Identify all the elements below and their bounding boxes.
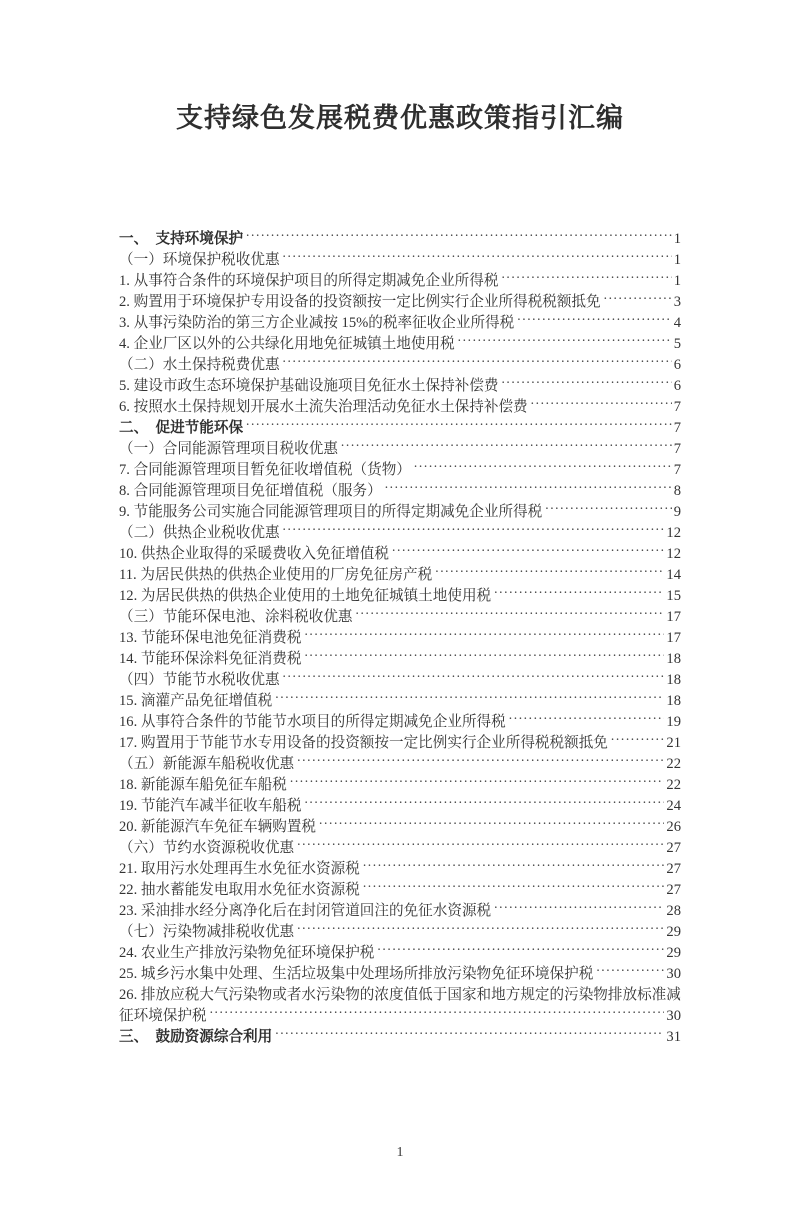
toc-entry-label: 15. 滴灌产品免征增值税: [119, 693, 273, 709]
toc-leader-dots: [494, 894, 664, 915]
toc-entry-label: 22. 抽水蓄能发电取用水免征水资源税: [119, 882, 360, 898]
toc-entry-label: 3. 从事污染防治的第三方企业减按 15%的税率征收企业所得税: [119, 315, 515, 331]
toc-leader-dots: [509, 705, 665, 726]
toc-page-number: 28: [666, 903, 681, 919]
toc-entry-label: 1. 从事符合条件的环境保护项目的所得定期减免企业所得税: [119, 273, 499, 289]
toc-entry-label: 8. 合同能源管理项目免征增值税（服务）: [119, 483, 382, 499]
toc-page-number: 9: [673, 504, 681, 520]
toc-entry-label: 13. 节能环保电池免征消费税: [119, 630, 302, 646]
page-title: 支持绿色发展税费优惠政策指引汇编: [176, 103, 624, 133]
toc-leader-dots: [363, 852, 665, 873]
toc-leader-dots: [435, 558, 664, 579]
toc-page-number: 7: [673, 441, 681, 457]
toc-leader-dots: [414, 453, 672, 474]
toc-page-number: 24: [666, 798, 681, 814]
toc-entry-label: 25. 城乡污水集中处理、生活垃圾集中处理场所排放污染物免征环境保护税: [119, 966, 594, 982]
toc-leader-dots: [319, 810, 664, 831]
toc-page-number: 6: [673, 378, 681, 394]
toc-entry-label: 20. 新能源汽车免征车辆购置税: [119, 819, 317, 835]
toc-leader-dots: [392, 537, 664, 558]
toc-page-number: 29: [666, 924, 681, 940]
toc-leader-dots: [501, 264, 671, 285]
toc-page-number: 29: [666, 945, 681, 961]
toc-entry-label: 7. 合同能源管理项目暂免征收增值税（货物）: [119, 462, 411, 478]
toc-entry-label: （一）合同能源管理项目税收优惠: [119, 441, 338, 457]
toc-leader-dots: [246, 411, 672, 432]
toc-entry-label: 9. 节能服务公司实施合同能源管理项目的所得定期减免企业所得税: [119, 504, 543, 520]
toc-entry-label: 征环境保护税: [119, 1008, 207, 1024]
toc-entry-label: （五）新能源车船税收优惠: [119, 756, 295, 772]
toc-page-number: 30: [666, 966, 681, 982]
toc-entry-label: 4. 企业厂区以外的公共绿化用地免征城镇土地使用税: [119, 336, 455, 352]
toc-page-number: 31: [666, 1029, 681, 1045]
toc-leader-dots: [275, 1020, 664, 1041]
toc-page-number: 1: [673, 273, 681, 289]
toc-entry-label: （四）节能节水税收优惠: [119, 672, 280, 688]
toc-page-number: 17: [666, 630, 681, 646]
toc-leader-dots: [517, 306, 671, 327]
toc-entry-label: （二）供热企业税收优惠: [119, 525, 280, 541]
toc-leader-dots: [283, 516, 665, 537]
toc-leader-dots: [297, 747, 664, 768]
toc-page-number: 7: [673, 462, 681, 478]
toc-page-number: 7: [673, 399, 681, 415]
toc-leader-dots: [545, 495, 671, 516]
toc-page-number: 1: [673, 231, 681, 247]
toc-page-number: 4: [673, 315, 681, 331]
toc-entry-label: 10. 供热企业取得的采暖费收入免征增值税: [119, 546, 389, 562]
toc-entry-label: 16. 从事符合条件的节能节水项目的所得定期减免企业所得税: [119, 714, 506, 730]
toc-entry-label: 26. 排放应税大气污染物或者水污染物的浓度值低于国家和地方规定的污染物排放标准减: [119, 987, 681, 1003]
toc-entry-label: 18. 新能源车船免征车船税: [119, 777, 287, 793]
toc-entry-label: 19. 节能汽车减半征收车船税: [119, 798, 302, 814]
toc-entry-label: 一、 支持环境保护: [119, 231, 244, 247]
toc-page-number: 17: [666, 609, 681, 625]
toc-entry-label: （六）节约水资源税收优惠: [119, 840, 295, 856]
toc-entry-label: （七）污染物减排税收优惠: [119, 924, 295, 940]
toc-entry-label: 14. 节能环保涂料免征消费税: [119, 651, 302, 667]
toc-leader-dots: [297, 831, 664, 852]
toc-leader-dots: [304, 621, 664, 642]
toc-leader-dots: [304, 642, 664, 663]
toc-leader-dots: [290, 768, 665, 789]
toc-entry-label: 17. 购置用于节能节水专用设备的投资额按一定比例实行企业所得税税额抵免: [119, 735, 608, 751]
toc-page-number: 26: [666, 819, 681, 835]
toc-leader-dots: [494, 579, 664, 600]
toc-entry-label: 2. 购置用于环境保护专用设备的投资额按一定比例实行企业所得税税额抵免: [119, 294, 601, 310]
toc-page-number: 22: [666, 777, 681, 793]
toc-leader-dots: [611, 726, 665, 747]
toc-entry-label: （一）环境保护税收优惠: [119, 252, 280, 268]
toc-page-number: 12: [666, 525, 681, 541]
toc-entry-label: 二、 促进节能环保: [119, 420, 244, 436]
toc-leader-dots: [363, 873, 665, 894]
toc-leader-dots: [356, 600, 665, 621]
toc-page-number: 30: [666, 1008, 681, 1024]
toc-leader-dots: [596, 957, 664, 978]
toc-page-number: 12: [666, 546, 681, 562]
toc-page-number: 22: [666, 756, 681, 772]
toc-page-number: 27: [666, 840, 681, 856]
toc-leader-dots: [501, 369, 671, 390]
toc-leader-dots: [385, 474, 672, 495]
toc-leader-dots: [458, 327, 672, 348]
toc-page-number: 1: [673, 252, 681, 268]
toc-page-number: 21: [666, 735, 681, 751]
toc-entry-label: （二）水土保持税费优惠: [119, 357, 280, 373]
document-page: [0, 101, 800, 1232]
toc-page-number: 27: [666, 882, 681, 898]
toc-page-number: 15: [666, 588, 681, 604]
toc-leader-dots: [377, 936, 664, 957]
toc-leader-dots: [604, 285, 672, 306]
toc-leader-dots: [531, 390, 672, 411]
toc-leader-dots: [304, 789, 664, 810]
toc-page-number: 5: [673, 336, 681, 352]
toc-page-number: 18: [666, 693, 681, 709]
toc-page-number: 7: [673, 420, 681, 436]
toc-page-number: 18: [666, 672, 681, 688]
toc-page-number: 18: [666, 651, 681, 667]
toc-entry-label: 三、 鼓励资源综合利用: [119, 1029, 273, 1045]
toc-leader-dots: [246, 222, 672, 243]
toc-leader-dots: [275, 684, 664, 705]
toc-leader-dots: [297, 915, 664, 936]
toc-page-number: 3: [673, 294, 681, 310]
toc-entry-label: （三）节能环保电池、涂料税收优惠: [119, 609, 353, 625]
toc-leader-dots: [283, 243, 672, 264]
toc-entry: [119, 222, 681, 247]
table-of-contents: [119, 222, 681, 1045]
toc-entry-label: 21. 取用污水处理再生水免征水资源税: [119, 861, 360, 877]
toc-entry-label: 12. 为居民供热的供热企业使用的土地免征城镇土地使用税: [119, 588, 492, 604]
toc-page-number: 6: [673, 357, 681, 373]
toc-page-number: 14: [666, 567, 681, 583]
toc-page-number: 19: [666, 714, 681, 730]
toc-page-number: 8: [673, 483, 681, 499]
toc-entry-label: 11. 为居民供热的供热企业使用的厂房免征房产税: [119, 567, 433, 583]
footer-page-number: 1: [396, 1145, 404, 1160]
toc-entry-label: 6. 按照水土保持规划开展水土流失治理活动免征水土保持补偿费: [119, 399, 528, 415]
toc-leader-dots: [283, 663, 665, 684]
toc-leader-dots: [341, 432, 672, 453]
toc-entry-label: 23. 采油排水经分离净化后在封闭管道回注的免征水资源税: [119, 903, 492, 919]
toc-page-number: 27: [666, 861, 681, 877]
toc-leader-dots: [210, 999, 665, 1020]
toc-entry-label: 24. 农业生产排放污染物免征环境保护税: [119, 945, 375, 961]
toc-leader-dots: [283, 348, 672, 369]
toc-entry-label: 5. 建设市政生态环境保护基础设施项目免征水土保持补偿费: [119, 378, 499, 394]
